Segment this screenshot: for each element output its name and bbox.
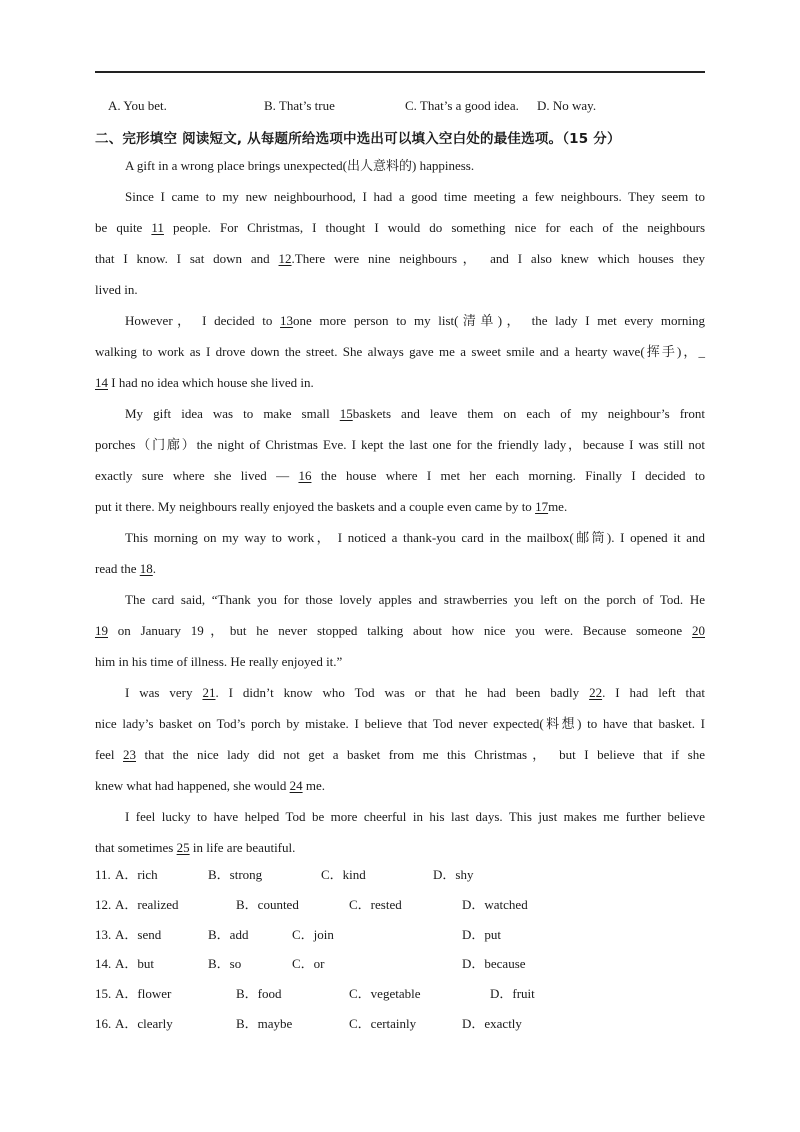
passage-line: walking to work as I drove down the street. She always gave me a sweet smile and a hearty wave(挥手)，_ xyxy=(95,344,705,359)
option-a: A．send xyxy=(115,926,162,942)
passage-line: The card said, “Thank you for those lovely apples and strawberries you left on the porch of Tod. He xyxy=(125,592,705,607)
passage-line: porches（门廊）the night of Christmas Eve. I kept the last one for the friendly lady，because I was still not xyxy=(95,437,705,452)
blank-23: 23 xyxy=(123,747,137,762)
option-c: C．join xyxy=(292,926,334,942)
passage-line: be quite 11 people. For Christmas, I thought I would do something nice for each of the neighbours xyxy=(95,212,705,243)
section-heading: 二、完形填空 阅读短文, 从每题所给选项中选出可以填入空白处的最佳选项。（15 分） xyxy=(95,131,621,147)
blank-14: 14 xyxy=(95,375,108,390)
option-b: B．add xyxy=(208,926,249,942)
prev-option-b: B. That’s true xyxy=(264,98,335,113)
option-b: B．food xyxy=(236,986,282,1002)
blank-15: 15 xyxy=(339,406,353,421)
passage-line: However， I decided to 13one more person to my list(清单)， the lady I met every morning xyxy=(95,305,705,336)
option-c: C．vegetable xyxy=(349,986,421,1002)
passage-line: 19 on January 19，but he never stopped talking about how nice you were. Because someone 20 xyxy=(95,615,705,646)
blank-16: 16 xyxy=(298,468,312,483)
option-b: B．so xyxy=(208,956,242,972)
blank-18: 18 xyxy=(139,561,153,576)
question-number: 14. xyxy=(95,956,112,972)
question-row xyxy=(95,979,705,1009)
prev-option-a: A. You bet. xyxy=(108,98,167,113)
option-c: C．or xyxy=(292,956,325,972)
passage-line: knew what had happened, she would 24 me. xyxy=(95,770,705,801)
passage-line: I feel lucky to have helped Tod be more cheerful in his last days. This just makes me further believe xyxy=(125,809,705,824)
passage-line: lived in. xyxy=(95,282,138,297)
question-row xyxy=(95,920,705,950)
option-d: D．fruit xyxy=(490,986,535,1002)
option-c: C．certainly xyxy=(349,1015,417,1031)
passage-line: feel 23 that the nice lady did not get a basket from me this Christmas， but I believe that if she xyxy=(95,739,705,770)
passage-line: that sometimes 25 in life are beautiful. xyxy=(95,832,705,863)
passage-line: Since I came to my new neighbourhood, I had a good time meeting a few neighbours. They seem to xyxy=(125,189,705,204)
passage-line: put it there. My neighbours really enjoyed the baskets and a couple even came by to 17me. xyxy=(95,491,705,522)
question-number: 12. xyxy=(95,896,112,912)
option-d: D．put xyxy=(462,926,502,942)
cloze-passage xyxy=(95,150,705,863)
question-row xyxy=(95,860,705,890)
question-number: 13. xyxy=(95,926,112,942)
option-b: B．strong xyxy=(208,867,263,882)
option-d: D．shy xyxy=(433,867,474,882)
blank-13: 13 xyxy=(280,313,294,328)
option-b: B．maybe xyxy=(236,1015,293,1031)
option-d: D．because xyxy=(462,956,526,972)
question-row xyxy=(95,949,705,979)
option-c: C．rested xyxy=(349,896,402,912)
passage-line: read the 18. xyxy=(95,553,705,584)
passage-title: A gift in a wrong place brings unexpected(出人意料的) happiness. xyxy=(125,158,475,173)
answer-options xyxy=(95,860,705,1039)
passage-line: that I know. I sat down and 12.There were nine neighbours， and I also knew which houses they xyxy=(95,243,705,274)
passage-line: I was very 21. I didn’t know who Tod was or that he had been badly 22. I had left that xyxy=(95,677,705,708)
option-c: C．kind xyxy=(321,867,366,882)
question-number: 15. xyxy=(95,986,112,1002)
blank-22: 22 xyxy=(589,685,603,700)
question-number: 11. xyxy=(95,867,111,882)
passage-line: exactly sure where she lived — 16 the house where I met her each morning. Finally I decided to xyxy=(95,460,705,491)
blank-25: 25 xyxy=(176,840,190,855)
option-a: A．but xyxy=(115,956,155,972)
option-a: A．flower xyxy=(115,986,172,1002)
passage-line: My gift idea was to make small 15baskets and leave them on each of my neighbour’s front xyxy=(95,398,705,429)
question-number: 16. xyxy=(95,1015,112,1031)
prev-option-d: D. No way. xyxy=(537,98,597,113)
question-row xyxy=(95,1009,705,1039)
option-a: A．realized xyxy=(115,896,179,912)
option-a: A．clearly xyxy=(115,1015,173,1031)
passage-line: him in his time of illness. He really enjoyed it.” xyxy=(95,654,343,669)
option-d: D．exactly xyxy=(462,1015,522,1031)
passage-line: 14 I had no idea which house she lived in. xyxy=(95,367,705,398)
option-d: D．watched xyxy=(462,896,528,912)
option-a: A．rich xyxy=(115,867,158,882)
passage-line: This morning on my way to work， I noticed a thank-you card in the mailbox(邮筒). I opened it and xyxy=(125,530,705,545)
blank-21: 21 xyxy=(202,685,216,700)
blank-11: 11 xyxy=(151,220,164,235)
blank-12: 12 xyxy=(278,251,292,266)
blank-17: 17 xyxy=(535,499,549,514)
option-b: B．counted xyxy=(236,896,299,912)
blank-24: 24 xyxy=(289,778,303,793)
top-rule xyxy=(95,71,705,73)
blank-20: 20 xyxy=(692,623,705,638)
passage-line: nice lady’s basket on Tod’s porch by mistake. I believe that Tod never expected(料想) to have that basket. I xyxy=(95,716,705,731)
blank-19: 19 xyxy=(95,623,108,638)
prev-option-c: C. That’s a good idea. xyxy=(405,98,519,113)
question-row xyxy=(95,890,705,920)
